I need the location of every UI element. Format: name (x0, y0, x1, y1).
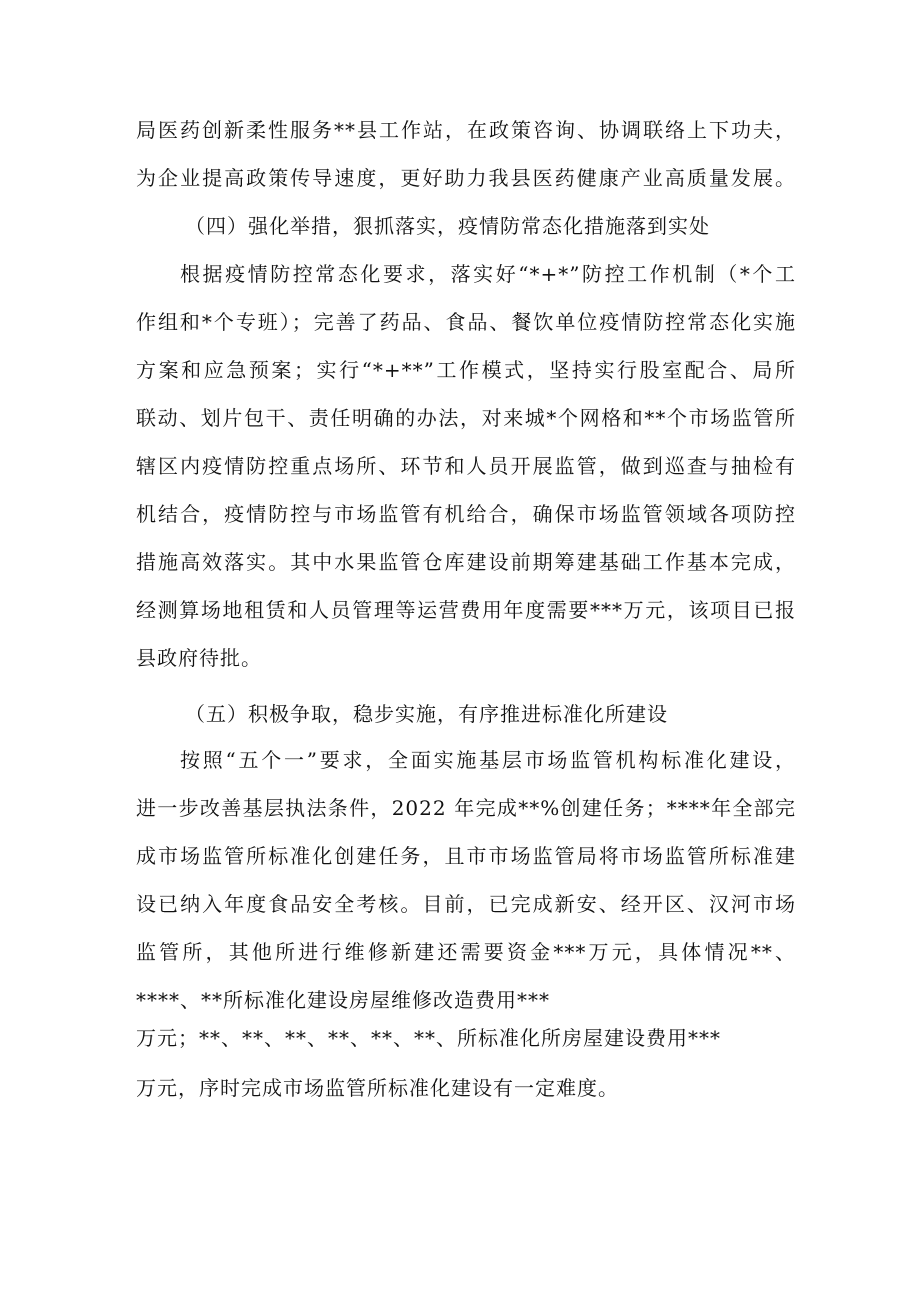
paragraph-line: 设已纳入年度食品安全考核。目前，已完成新安、经开区、汉河市场 (136, 892, 796, 916)
paragraph-line: 按照“五个一”要求，全面实施基层市场监管机构标准化建设， (180, 748, 796, 772)
paragraph-line: 万元；**、**、**、**、**、**、所标准化所房屋建设费用*** (136, 1026, 721, 1050)
paragraph-line: 监管所，其他所进行维修新建还需要资金***万元，具体情况**、 (136, 940, 796, 964)
paragraph-line: 方案和应急预案；实行“*+**”工作模式，坚持实行股室配合、局所 (136, 358, 796, 382)
paragraph-line: 进一步改善基层执法条件，2022 年完成**%创建任务；****年全部完 (136, 796, 796, 820)
paragraph-line: 万元，序时完成市场监管所标准化建设有一定难度。 (136, 1076, 619, 1100)
paragraph-line: 县政府待批。 (136, 646, 262, 670)
paragraph-line: 辖区内疫情防控重点场所、环节和人员开展监管，做到巡查与抽检有 (136, 454, 796, 478)
section-heading-5: （五）积极争取，稳步实施，有序推进标准化所建设 (185, 702, 668, 726)
paragraph-line: 作组和*个专班）；完善了药品、食品、餐饮单位疫情防控常态化实施 (136, 310, 796, 334)
paragraph-line: 机结合，疫情防控与市场监管有机给合，确保市场监管领域各项防控 (136, 502, 796, 526)
paragraph-line: 为企业提高政策传导速度，更好助力我县医药健康产业高质量发展。 (136, 166, 796, 190)
section-heading-4: （四）强化举措，狠抓落实，疫情防常态化措施落到实处 (185, 214, 710, 238)
paragraph-line: ****、**所标准化建设房屋维修改造费用*** (136, 988, 550, 1012)
paragraph-line: 根据疫情防控常态化要求，落实好“*+*”防控工作机制（*个工 (180, 262, 796, 286)
paragraph-line: 联动、划片包干、责任明确的办法，对来城*个网格和**个市场监管所 (136, 406, 796, 430)
paragraph-line: 经测算场地租赁和人员管理等运营费用年度需要***万元，该项目已报 (136, 598, 796, 622)
paragraph-line: 成市场监管所标准化创建任务，且市市场监管局将市场监管所标准建 (136, 844, 796, 868)
paragraph-line: 措施高效落实。其中水果监管仓库建设前期筹建基础工作基本完成， (136, 550, 796, 574)
paragraph-line: 局医药创新柔性服务**县工作站，在政策咨询、协调联络上下功夫， (136, 118, 796, 142)
